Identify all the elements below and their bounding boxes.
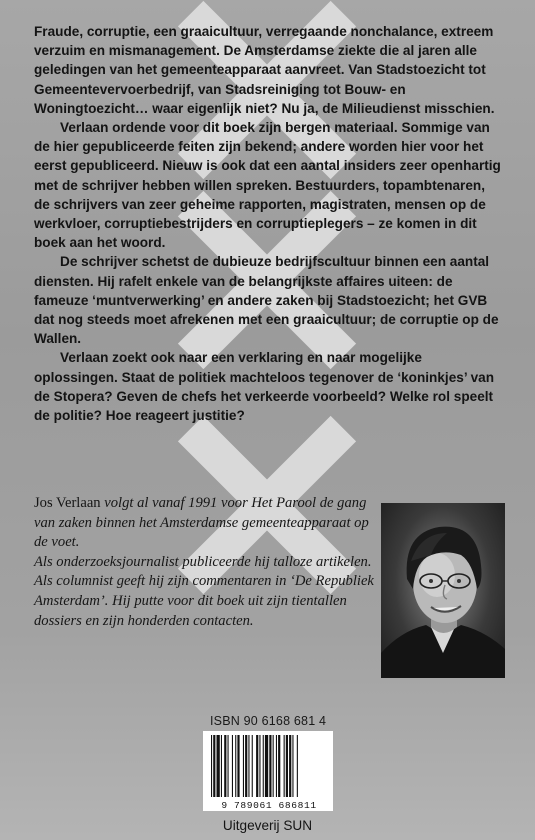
barcode-digits: 9 789061 686811 (207, 800, 331, 811)
author-portrait-icon (381, 503, 505, 678)
blurb-paragraph-3: De schrijver schetst de dubieuze bedrijfscultuur binnen een aantal diensten. Hij rafelt enkele van de belangrijkste affaires uiteen: de fameuze ‘muntverwerking’ en andere zaken bij Stadstoezicht; het GVB dat nog steeds moet afrekenen met een graaicultuur; de corruptie op de Wallen. (34, 254, 499, 347)
blurb-text (34, 22, 504, 425)
blurb-paragraph-1: Fraude, corruptie, een graaicultuur, verregaande nonchalance, extreem verzuim en mismanagement. De Amsterdamse ziekte die al jaren alle geledingen van het gemeenteapparaat aanvreet. Van Stadstoezicht tot Gemeentevervoerbedrijf, van Stadsreiniging tot Bouw- en Woningtoezicht… waar eigenlijk niet? Nu ja, de Milieudienst misschien. (34, 24, 495, 116)
publisher-name: Uitgeverij SUN (222, 818, 313, 833)
barcode-icon (203, 731, 333, 811)
author-bio-text: Als onderzoeksjournalist publiceerde hij talloze artikelen. Als columnist geeft hij zijn commentaren in ‘De Republiek Amsterdam’. Hij putte voor dit boek uit zijn tientallen dossiers en zijn honderden contacten. (34, 553, 374, 629)
author-bio (34, 494, 379, 631)
author-photo (381, 503, 505, 678)
blurb-paragraph-4: Verlaan zoekt ook naar een verklaring en naar mogelijke oplossingen. Staat de politiek machteloos tegenover de ‘koninkjes’ van de Stopera? Geven de chefs het verkeerde voorbeeld? Welke rol speelt de politie? Hoe reageert justitie? (34, 350, 495, 424)
author-name: Jos Verlaan (34, 495, 101, 511)
isbn: ISBN 90 6168 681 4 (210, 714, 327, 728)
blurb-paragraph-2: Verlaan ordende voor dit boek zijn bergen materiaal. Sommige van de hier gepubliceerde feiten zijn bekend; andere worden hier voor het eerst gepubliceerd. Nieuw is ook dat een aantal insiders zeer openhartig met de schrijver hebben willen spreken. Bestuurders, topambtenaren, de schrijvers van zeer geheime rapporten, magistraten, mensen op de werkvloer, corruptiebestrijders en corruptieplegers – ze komen in dit boek aan het woord. (34, 120, 501, 251)
author-intro (34, 494, 379, 553)
author-intro-text: volgt al vanaf 1991 voor Het Parool de gang van zaken binnen het Amsterdamse gemeenteapparaat op de voet. (34, 495, 369, 551)
